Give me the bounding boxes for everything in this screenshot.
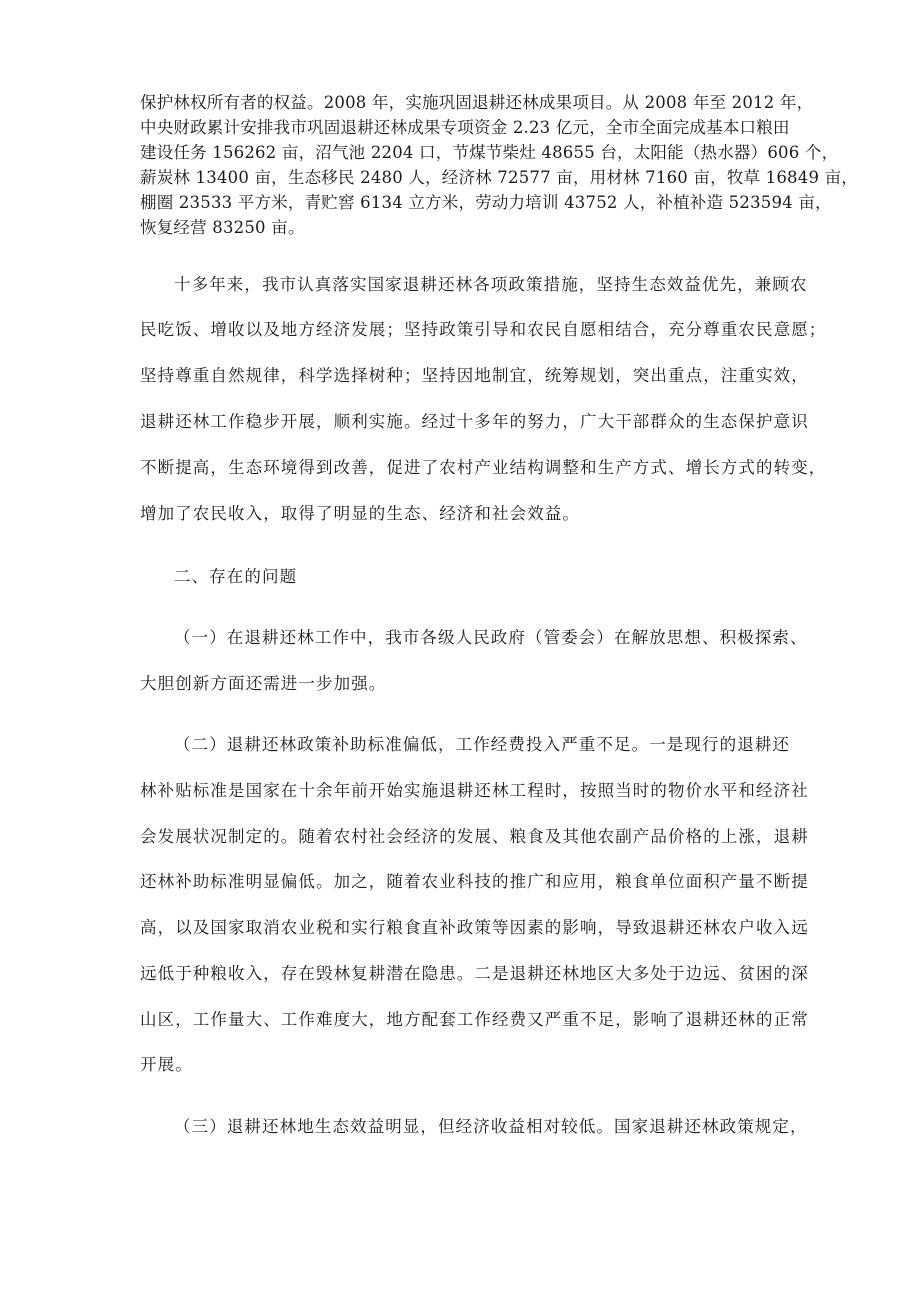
paragraph-1-line: 中央财政累计安排我市巩固退耕还林成果专项资金 2.23 亿元，全市全面完成基本口粮田	[140, 118, 790, 137]
item-2-line: 林补贴标准是国家在十余年前开始实施退耕还林工程时，按照当时的物价水平和经济社	[140, 781, 809, 800]
item-2-line: 高，以及国家取消农业税和实行粮食直补政策等因素的影响，导致退耕还林农户收入远	[140, 918, 809, 937]
paragraph-2-line: 十多年来，我市认真落实国家退耕还林各项政策措施，坚持生态效益优先，兼顾农	[174, 275, 808, 294]
paragraph-2-line: 增加了农民收入，取得了明显的生态、经济和社会效益。	[140, 504, 580, 523]
paragraph-2-line: 退耕还林工作稳步开展，顺利实施。经过十多年的努力，广大干部群众的生态保护意识	[140, 412, 809, 431]
paragraph-1-line: 薪炭林 13400 亩，生态移民 2480 人，经济林 72577 亩，用材林 7160 亩，牧草 16849 亩，	[140, 168, 858, 187]
section-heading: 二、存在的问题	[174, 567, 298, 586]
paragraph-1-line: 建设任务 156262 亩，沼气池 2204 口，节煤节柴灶 48655 台，太阳能（热水器）606 个，	[140, 143, 839, 162]
paragraph-1-line: 恢复经营 83250 亩。	[140, 218, 305, 237]
paragraph-1-line: 保护林权所有者的权益。2008 年，实施巩固退耕还林成果项目。从 2008 年至 2012 年，	[140, 93, 814, 112]
paragraph-2-line: 坚持尊重自然规律，科学选择树种；坚持因地制宜，统筹规划，突出重点，注重实效，	[140, 366, 809, 385]
item-2-line: 山区，工作量大、工作难度大，地方配套工作经费又严重不足，影响了退耕还林的正常	[140, 1010, 809, 1029]
paragraph-1-line: 棚圈 23533 平方米，青贮窖 6134 立方米，劳动力培训 43752 人，补植补造 523594 亩，	[140, 193, 832, 212]
item-1-line: 大胆创新方面还需进一步加强。	[140, 674, 387, 693]
item-1-line: （一）在退耕还林工作中，我市各级人民政府（管委会）在解放思想、积极探索、	[174, 628, 808, 647]
item-2-line: （二）退耕还林政策补助标准偏低，工作经费投入严重不足。一是现行的退耕还	[174, 735, 790, 754]
item-2-line: 还林补助标准明显偏低。加之，随着农业科技的推广和应用，粮食单位面积产量不断提	[140, 872, 809, 891]
item-3-line: （三）退耕还林地生态效益明显，但经济收益相对较低。国家退耕还林政策规定，	[174, 1117, 808, 1136]
item-2-line: 会发展状况制定的。随着农村社会经济的发展、粮食及其他农副产品价格的上涨，退耕	[140, 827, 809, 846]
paragraph-2-line: 不断提高，生态环境得到改善，促进了农村产业结构调整和生产方式、增长方式的转变，	[140, 458, 827, 477]
item-2-line: 远低于种粮收入，存在毁林复耕潜在隐患。二是退耕还林地区大多处于边远、贫困的深	[140, 964, 809, 983]
paragraph-2-line: 民吃饭、增收以及地方经济发展；坚持政策引导和农民自愿相结合，充分尊重农民意愿；	[140, 320, 827, 339]
item-2-line: 开展。	[140, 1055, 193, 1074]
